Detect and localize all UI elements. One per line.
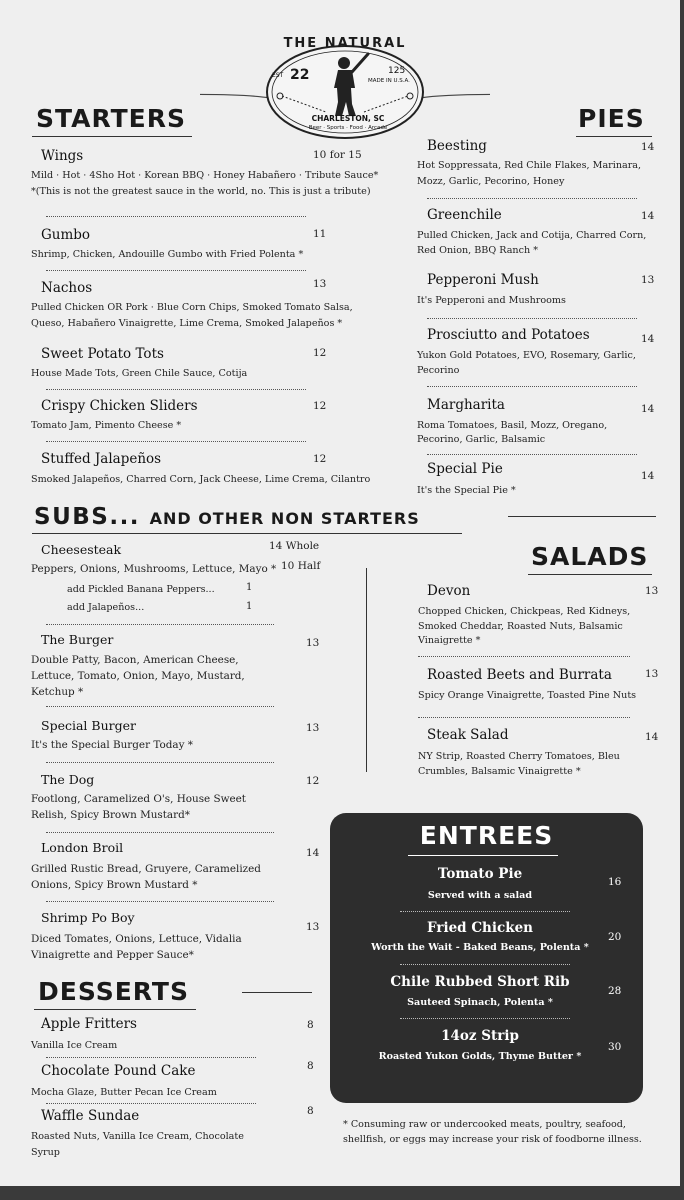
menu-item-desc: Vanilla Ice Cream	[31, 1040, 118, 1051]
menu-item-price: 13	[645, 668, 659, 680]
menu-item-desc: It's the Special Burger Today *	[31, 739, 193, 751]
entree-desc: Worth the Wait - Baked Beans, Polenta *	[371, 942, 589, 953]
menu-item-desc: Syrup	[31, 1147, 60, 1158]
menu-item-desc: Onions, Spicy Brown Mustard *	[31, 879, 198, 891]
menu-item-name: The Burger	[41, 632, 114, 647]
menu-item-price: 13	[306, 722, 320, 734]
entree-name: Tomato Pie	[437, 866, 523, 882]
menu-item-price: 8	[307, 1060, 314, 1072]
menu-item-desc: Mozz, Garlic, Pecorino, Honey	[417, 176, 565, 187]
menu-item-desc: Vinaigrette and Pepper Sauce*	[31, 949, 194, 961]
addon-price: 1	[246, 601, 253, 612]
menu-item-desc: Roasted Nuts, Vanilla Ice Cream, Chocolate	[31, 1131, 244, 1142]
menu-item-name: Beesting	[427, 138, 487, 154]
addon-price: 1	[246, 582, 253, 593]
menu-item-name: Special Burger	[41, 718, 136, 733]
menu-item-desc: Roma Tomatoes, Basil, Mozz, Oregano,	[417, 420, 608, 431]
entree-desc: Sauteed Spinach, Polenta *	[407, 997, 553, 1008]
menu-item-price: 13	[645, 585, 659, 597]
menu-item-price: 13	[641, 274, 655, 286]
menu-item-desc: Tomato Jam, Pimento Cheese *	[31, 420, 182, 431]
entrees-heading: ENTREES	[419, 821, 554, 850]
menu-item-name: Greenchile	[427, 207, 502, 223]
disclaimer-text: shellfish, or eggs may increase your risk of foodborne illness.	[343, 1134, 642, 1145]
menu-item-name: Chocolate Pound Cake	[41, 1063, 196, 1079]
menu-item-desc: Shrimp, Chicken, Andouille Gumbo with Fried Polenta *	[31, 249, 304, 260]
menu-item-desc: Ketchup *	[31, 686, 84, 698]
batter-silhouette-icon	[322, 52, 372, 118]
menu-item-desc: Crumbles, Balsamic Vinaigrette *	[418, 766, 581, 777]
entree-name: 14oz Strip	[441, 1028, 519, 1044]
menu-item-price: 12	[313, 400, 327, 412]
menu-item-name: Stuffed Jalapeños	[41, 451, 162, 467]
menu-item-desc: Mocha Glaze, Butter Pecan Ice Cream	[31, 1087, 217, 1098]
menu-item-desc: Peppers, Onions, Mushrooms, Lettuce, Mayo *	[31, 563, 277, 575]
entree-name: Fried Chicken	[427, 920, 533, 936]
starters-heading: STARTERS	[36, 104, 186, 133]
menu-item-desc: Pecorino	[417, 365, 460, 376]
menu-item-desc: Mild · Hot · 4Sho Hot · Korean BBQ · Honey Habañero · Tribute Sauce*	[31, 170, 379, 181]
desserts-heading: DESSERTS	[38, 977, 189, 1006]
entree-price: 30	[608, 1041, 622, 1053]
menu-item-price: 12	[306, 775, 320, 787]
menu-item-name: Apple Fritters	[41, 1016, 137, 1032]
menu-item-desc: Lettuce, Tomato, Onion, Mayo, Mustard,	[31, 670, 245, 682]
menu-item-desc: Relish, Spicy Brown Mustard*	[31, 809, 190, 821]
menu-item-desc: Double Patty, Bacon, American Cheese,	[31, 654, 239, 666]
menu-item-name: The Dog	[41, 772, 95, 787]
logo-tagline: Beer · Sports · Food · Arcade	[308, 125, 388, 131]
entree-desc: Roasted Yukon Golds, Thyme Butter *	[378, 1051, 582, 1062]
menu-item-price: 14	[306, 847, 320, 859]
menu-item-name: Shrimp Po Boy	[41, 910, 135, 925]
menu-item-desc: Red Onion, BBQ Ranch *	[417, 245, 539, 256]
entree-name: Chile Rubbed Short Rib	[390, 974, 570, 990]
menu-item-name: Pepperoni Mush	[427, 272, 539, 288]
menu-item-price: 14	[641, 141, 655, 153]
menu-item-name: London Broil	[41, 840, 124, 855]
entrees-panel	[330, 813, 643, 1103]
entree-desc: Served with a salad	[427, 890, 533, 901]
menu-item-price-whole: 14 Whole	[269, 540, 320, 552]
logo-est-year: 22	[290, 67, 310, 83]
menu-item-desc: NY Strip, Roasted Cherry Tomatoes, Bleu	[418, 751, 620, 762]
menu-item-desc: Pecorino, Garlic, Balsamic	[417, 434, 546, 445]
menu-item-name: Special Pie	[427, 461, 503, 477]
menu-item-name: Prosciutto and Potatoes	[427, 327, 590, 343]
menu-item-desc: Smoked Cheddar, Roasted Nuts, Balsamic	[418, 621, 623, 632]
logo-title: THE NATURAL	[283, 36, 407, 51]
menu-item-desc: It's the Special Pie *	[417, 485, 516, 496]
menu-item-price: 13	[313, 278, 327, 290]
menu-item-desc: Pulled Chicken, Jack and Cotija, Charred Corn,	[417, 230, 647, 241]
menu-item-price-half: 10 Half	[281, 560, 321, 572]
entree-price: 28	[608, 985, 622, 997]
subs-subheading: AND OTHER NON STARTERS	[149, 509, 420, 528]
menu-item-price: 12	[313, 347, 327, 359]
menu-item-desc: Diced Tomates, Onions, Lettuce, Vidalia	[31, 933, 242, 945]
logo-city: CHARLESTON, SC	[311, 114, 385, 123]
menu-item-name: Roasted Beets and Burrata	[427, 667, 612, 683]
menu-item-desc: Vinaigrette *	[418, 635, 481, 646]
menu-item-desc: Pulled Chicken OR Pork · Blue Corn Chips, Smoked Tomato Salsa,	[31, 302, 353, 313]
menu-item-price: 8	[307, 1105, 314, 1117]
menu-item-name: Devon	[427, 583, 471, 599]
menu-item-price: 14	[641, 333, 655, 345]
menu-item-desc: Smoked Jalapeños, Charred Corn, Jack Cheese, Lime Crema, Cilantro	[31, 474, 371, 485]
menu-item-desc: Footlong, Caramelized O's, House Sweet	[31, 793, 246, 805]
disclaimer-text: * Consuming raw or undercooked meats, poultry, seafood,	[343, 1119, 626, 1130]
menu-item-desc: Hot Soppressata, Red Chile Flakes, Marinara,	[417, 160, 642, 171]
menu-item-name: Nachos	[41, 280, 93, 296]
menu-item-name: Steak Salad	[427, 727, 509, 743]
menu-item-desc: It's Pepperoni and Mushrooms	[417, 295, 566, 306]
subs-heading: SUBS... AND OTHER NON STARTERS	[34, 504, 420, 530]
menu-item-desc: *(This is not the greatest sauce in the world, no. This is just a tribute)	[31, 186, 371, 197]
pies-heading: PIES	[578, 104, 645, 133]
menu-item-desc: Chopped Chicken, Chickpeas, Red Kidneys,	[418, 606, 631, 617]
menu-item-name: Sweet Potato Tots	[41, 346, 164, 362]
menu-item-desc: Queso, Habañero Vinaigrette, Lime Crema, Smoked Jalapeños *	[31, 318, 343, 329]
menu-item-name: Crispy Chicken Sliders	[41, 398, 198, 414]
addon-label: add Pickled Banana Peppers...	[67, 584, 215, 595]
menu-item-price: 11	[313, 228, 327, 240]
menu-item-price: 13	[306, 637, 320, 649]
menu-item-name: Waffle Sundae	[41, 1108, 140, 1124]
salads-heading: SALADS	[531, 542, 649, 571]
menu-item-desc: Yukon Gold Potatoes, EVO, Rosemary, Garlic,	[417, 350, 636, 361]
menu-item-name: Cheesesteak	[41, 542, 122, 557]
menu-item-price: 12	[313, 453, 327, 465]
logo-est: EST	[272, 72, 284, 79]
menu-item-desc: Grilled Rustic Bread, Gruyere, Caramelized	[31, 863, 261, 875]
addon-label: add Jalapeños...	[67, 602, 145, 613]
menu-item-price: 14	[641, 403, 655, 415]
menu-item-name: Gumbo	[41, 227, 91, 243]
menu-item-price: 14	[641, 470, 655, 482]
menu-item-name: Margharita	[427, 397, 505, 413]
logo-made-in: MADE IN U.S.A.	[368, 78, 410, 84]
menu-item-price: 8	[307, 1019, 314, 1031]
menu-item-name: Wings	[41, 148, 84, 164]
menu-item-price: 14	[645, 731, 659, 743]
menu-item-desc: House Made Tots, Green Chile Sauce, Cotija	[31, 368, 248, 379]
entree-price: 16	[608, 876, 622, 888]
logo-badge-number: 125	[388, 66, 406, 76]
entree-price: 20	[608, 931, 622, 943]
menu-item-price: 10 for 15	[313, 149, 362, 161]
menu-item-desc: Spicy Orange Vinaigrette, Toasted Pine Nuts	[418, 690, 637, 701]
menu-item-price: 14	[641, 210, 655, 222]
menu-item-price: 13	[306, 921, 320, 933]
